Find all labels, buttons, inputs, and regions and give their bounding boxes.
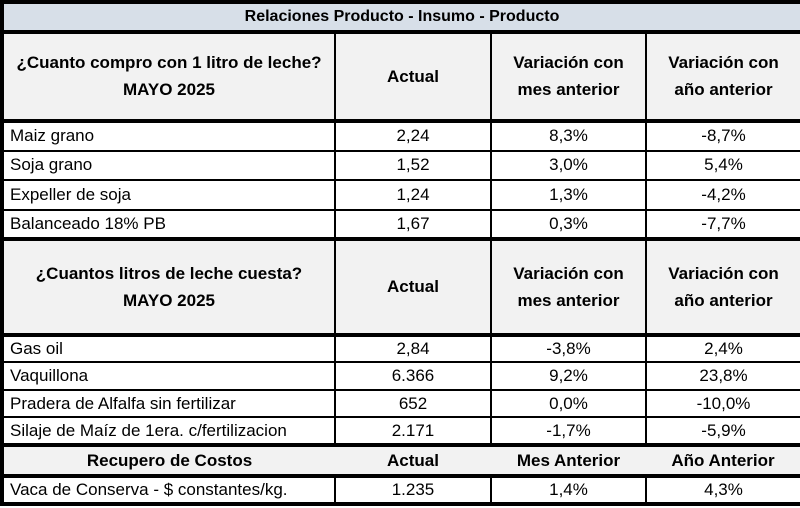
table-row bbox=[2, 121, 800, 151]
recupero-col-anio-anterior: Año Anterior bbox=[646, 445, 800, 477]
mes-anterior-value: 9,2% bbox=[491, 362, 646, 389]
mes-anterior-value: 0,3% bbox=[491, 210, 646, 240]
recupero-col-actual: Actual bbox=[335, 445, 491, 477]
actual-value: 652 bbox=[335, 390, 491, 417]
row-label: Vaca de Conserva - $ constantes/kg. bbox=[2, 476, 335, 504]
row-label: Maiz grano bbox=[2, 121, 335, 151]
recupero-col-mes-anterior: Mes Anterior bbox=[491, 445, 646, 477]
recupero-title: Recupero de Costos bbox=[2, 445, 335, 477]
table-row bbox=[2, 151, 800, 181]
mes-anterior-value: 1,4% bbox=[491, 476, 646, 504]
table-row bbox=[2, 362, 800, 389]
anio-anterior-value: -5,9% bbox=[646, 417, 800, 444]
mes-anterior-value: 0,0% bbox=[491, 390, 646, 417]
actual-value: 1,24 bbox=[335, 180, 491, 210]
anio-anterior-value: 5,4% bbox=[646, 151, 800, 181]
anio-anterior-value: 4,3% bbox=[646, 476, 800, 504]
anio-anterior-value: 23,8% bbox=[646, 362, 800, 389]
section2-question: ¿Cuantos litros de leche cuesta? bbox=[35, 263, 303, 283]
actual-value: 2.171 bbox=[335, 417, 491, 444]
section1-question: ¿Cuanto compro con 1 litro de leche? bbox=[16, 53, 322, 73]
anio-anterior-value: 2,4% bbox=[646, 335, 800, 362]
row-label: Balanceado 18% PB bbox=[2, 210, 335, 240]
title-row bbox=[2, 2, 800, 32]
section1-col-mes-anterior: Variación con mes anterior bbox=[491, 32, 646, 122]
actual-value: 2,84 bbox=[335, 335, 491, 362]
row-label: Gas oil bbox=[2, 335, 335, 362]
anio-anterior-value: -8,7% bbox=[646, 121, 800, 151]
section2-period: MAYO 2025 bbox=[123, 291, 215, 311]
section1-col-anio-anterior: Variación con año anterior bbox=[646, 32, 800, 122]
table-row bbox=[2, 390, 800, 417]
mes-anterior-value: -1,7% bbox=[491, 417, 646, 444]
section1-question-cell bbox=[2, 32, 335, 122]
section1-col-actual: Actual bbox=[335, 32, 491, 122]
table-row bbox=[2, 180, 800, 210]
mes-anterior-value: -3,8% bbox=[491, 335, 646, 362]
row-label: Soja grano bbox=[2, 151, 335, 181]
table-row bbox=[2, 210, 800, 240]
actual-value: 1.235 bbox=[335, 476, 491, 504]
mes-anterior-value: 8,3% bbox=[491, 121, 646, 151]
table-row bbox=[2, 335, 800, 362]
table-row bbox=[2, 476, 800, 504]
row-label: Pradera de Alfalfa sin fertilizar bbox=[2, 390, 335, 417]
mes-anterior-value: 1,3% bbox=[491, 180, 646, 210]
actual-value: 1,67 bbox=[335, 210, 491, 240]
section1-header-row bbox=[2, 32, 800, 122]
section2-question-cell bbox=[2, 239, 335, 335]
table-row bbox=[2, 417, 800, 444]
mes-anterior-value: 3,0% bbox=[491, 151, 646, 181]
row-label: Silaje de Maíz de 1era. c/fertilizacion bbox=[2, 417, 335, 444]
actual-value: 2,24 bbox=[335, 121, 491, 151]
table-title: Relaciones Producto - Insumo - Producto bbox=[2, 2, 800, 32]
row-label: Expeller de soja bbox=[2, 180, 335, 210]
anio-anterior-value: -7,7% bbox=[646, 210, 800, 240]
recupero-header-row bbox=[2, 445, 800, 477]
anio-anterior-value: -10,0% bbox=[646, 390, 800, 417]
section2-header-row bbox=[2, 239, 800, 335]
section1-period: MAYO 2025 bbox=[123, 80, 215, 100]
anio-anterior-value: -4,2% bbox=[646, 180, 800, 210]
section2-col-mes-anterior: Variación con mes anterior bbox=[491, 239, 646, 335]
section2-col-actual: Actual bbox=[335, 239, 491, 335]
row-label: Vaquillona bbox=[2, 362, 335, 389]
section2-col-anio-anterior: Variación con año anterior bbox=[646, 239, 800, 335]
actual-value: 6.366 bbox=[335, 362, 491, 389]
actual-value: 1,52 bbox=[335, 151, 491, 181]
